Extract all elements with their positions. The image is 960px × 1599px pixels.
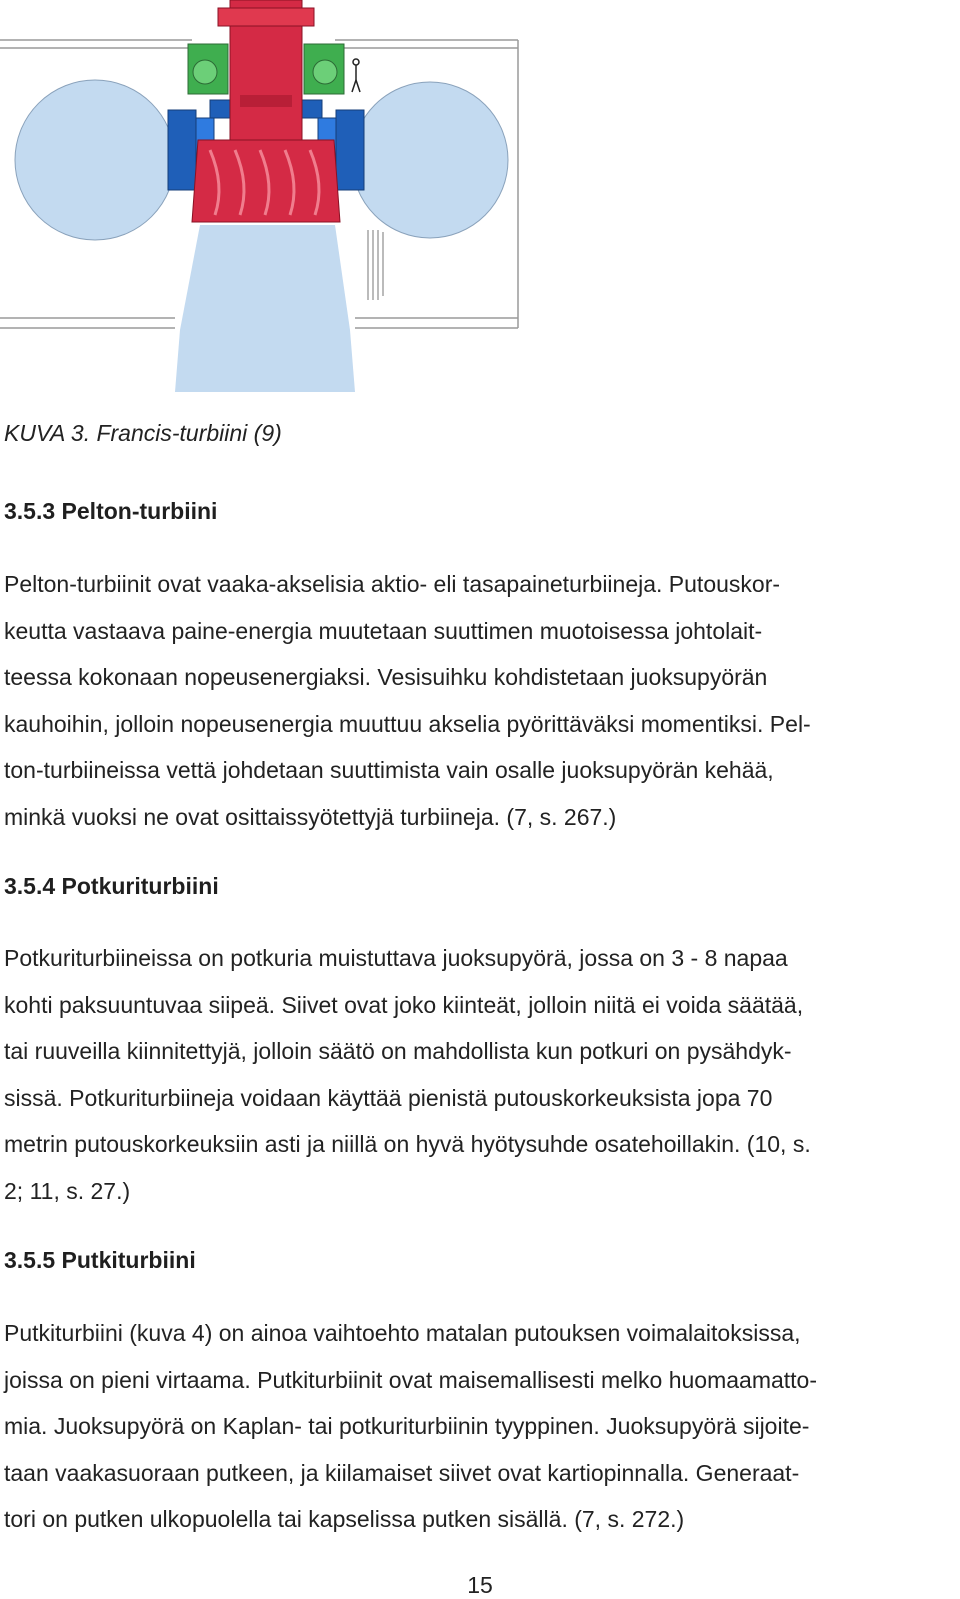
text-line: metrin putouskorkeuksiin asti ja niillä on hyvä hyötysuhde osatehoillakin. (10, s. — [4, 1131, 811, 1157]
text-line: 2; 11, s. 27.) — [4, 1177, 131, 1204]
paragraph-putki — [4, 1310, 949, 1543]
text-line: keutta vastaava paine-energia muutetaan suuttimen muotoisessa johtolait- — [4, 617, 763, 644]
section-heading-putki: 3.5.5 Putkiturbiini — [4, 1247, 196, 1273]
text-line: minkä vuoksi ne ovat osittaissyötettyjä turbiineja. (7, s. 267.) — [4, 803, 617, 830]
text-line: teessa kokonaan nopeusenergiaksi. Vesisuihku kohdistetaan juoksupyörän — [4, 664, 768, 690]
paragraph-pelton — [4, 561, 949, 840]
text-line: kohti paksuuntuvaa siipeä. Siivet ovat joko kiinteät, jolloin niitä ei voida säätää, — [4, 991, 804, 1018]
text-line: ton-turbiineissa vettä johdetaan suuttimista vain osalle juoksupyörän kehää, — [4, 757, 774, 783]
text-line: Potkuriturbiineissa on potkuria muistuttava juoksupyörä, jossa on 3 - 8 napaa — [4, 945, 788, 971]
text-line: Pelton-turbiinit ovat vaaka-akselisia aktio- eli tasapaineturbiineja. Putouskor- — [4, 571, 781, 597]
text-line: tai ruuveilla kiinnitettyjä, jolloin säätö on mahdollista kun potkuri on pysähdyk- — [4, 1038, 792, 1064]
text-line: taan vaakasuoraan putkeen, ja kiilamaiset siivet ovat kartiopinnalla. Generaat- — [4, 1459, 800, 1486]
text-line: kauhoihin, jolloin nopeusenergia muuttuu akselia pyörittäväksi momentiksi. Pel- — [4, 710, 811, 737]
spiral-casing-right — [352, 82, 508, 238]
section-heading-pelton: 3.5.3 Pelton-turbiini — [4, 498, 218, 524]
francis-turbine-figure — [0, 0, 530, 392]
text-line: Putkiturbiini (kuva 4) on ainoa vaihtoehto matalan putouksen voimalaitoksissa, — [4, 1320, 801, 1346]
text-line: sissä. Potkuriturbiineja voidaan käyttää pienistä putouskorkeuksista jopa 70 — [4, 1084, 773, 1111]
paragraph-potkuri — [4, 935, 949, 1214]
section-heading-potkuri: 3.5.4 Potkuriturbiini — [4, 873, 219, 899]
figure-caption: KUVA 3. Francis-turbiini (9) — [4, 420, 282, 446]
page-number: 15 — [467, 1572, 493, 1598]
text-line: tori on putken ulkopuolella tai kapselissa putken sisällä. (7, s. 272.) — [4, 1506, 685, 1532]
spiral-casing-left — [15, 80, 175, 240]
draft-tube — [175, 225, 355, 392]
text-line: mia. Juoksupyörä on Kaplan- tai potkuriturbiinin tyyppinen. Juoksupyörä sijoite- — [4, 1413, 810, 1439]
text-line: joissa on pieni virtaama. Putkiturbiinit ovat maisemallisesti melko huomaamatto- — [4, 1366, 818, 1393]
